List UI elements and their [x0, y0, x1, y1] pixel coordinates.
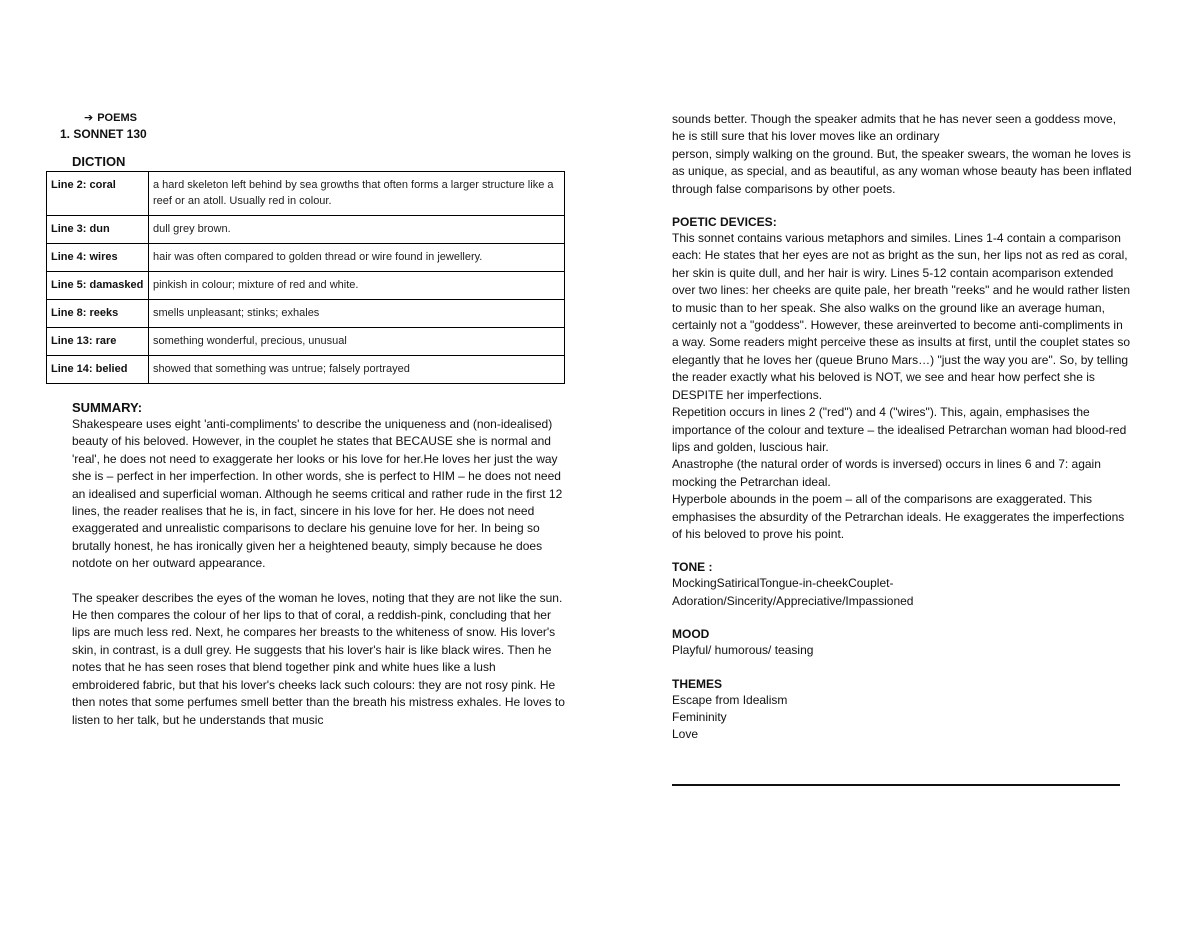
diction-term: Line 2: coral — [47, 172, 149, 216]
diction-term: Line 14: belied — [47, 356, 149, 384]
tone-heading: TONE : — [672, 560, 713, 575]
poetic-devices-paragraph: Hyperbole abounds in the poem – all of the comparisons are exaggerated. This emphasises the absurdity of the Petrarchan ideals. He exaggerates the imperfections of his beloved to prove his point. — [672, 492, 1125, 541]
summary-continuation-2: person, simply walking on the ground. But, the speaker swears, the woman he loves is as unique, as special, and as beautiful, as any woman whose beauty has been inflated through false comparisons by other poets. — [672, 146, 1132, 196]
table-row — [47, 328, 565, 356]
table-row — [47, 172, 565, 216]
themes-section — [672, 676, 1132, 744]
tone-section — [672, 559, 1132, 610]
mood-section — [672, 626, 1132, 659]
theme-item: Femininity — [672, 709, 727, 724]
diction-term: Line 3: dun — [47, 216, 149, 244]
theme-item: Love — [672, 727, 699, 742]
left-page — [46, 110, 566, 729]
table-row — [47, 216, 565, 244]
table-row — [47, 300, 565, 328]
poetic-devices-heading: POETIC DEVICES: — [672, 215, 777, 230]
poetic-devices-paragraph: This sonnet contains various metaphors and similes. Lines 1-4 contain a comparison each: He states that her eyes are not as bright as the sun, her lips not as red as coral, her skin is quite dull, and her hair is wiry. Lines 5-12 contain acomparison extended over two lines: her cheeks are quite pale, her breath "reeks" and he would rather listen to music than to her speak. She also walks on the ground like an average human, certainly not a "goddess". However, these areinverted to become anti-compliments in a way. Some readers might perceive these as insults at first, until the couplet states so elegantly that he loves her (queue Bruno Mars…) "just the way you are". So, by telling the reader exactly what his beloved is NOT, we see and hear how perfect she is DESPITE her imperfections. — [672, 231, 1131, 402]
diction-table — [46, 171, 565, 384]
table-row — [47, 272, 565, 300]
table-row — [47, 244, 565, 272]
tone-text: MockingSatiricalTongue-in-cheekCouplet- — [672, 576, 894, 591]
diction-term: Line 8: reeks — [47, 300, 149, 328]
mood-text: Playful/ humorous/ teasing — [672, 643, 814, 658]
diction-term: Line 5: damasked — [47, 272, 149, 300]
summary-continuation: sounds better. Though the speaker admits that he has never seen a goddess move, he is still sure that his lover moves like an ordinary — [672, 112, 1117, 144]
poem-title: 1. SONNET 130 — [60, 127, 147, 141]
theme-item: Escape from Idealism — [672, 692, 788, 707]
poetic-devices-paragraph: Anastrophe (the natural order of words is inversed) occurs in lines 6 and 7: again mocking the Petrarchan ideal. — [672, 457, 1101, 489]
diction-term: Line 4: wires — [47, 244, 149, 272]
table-row — [47, 356, 565, 384]
diction-definition: a hard skeleton left behind by sea growths that often forms a larger structure like a reef or an atoll. Usually red in colour. — [149, 172, 565, 216]
summary-paragraph: The speaker describes the eyes of the woman he loves, noting that they are not like the sun. He then compares the colour of her lips to that of coral, a reddish-pink, concluding that her lips are much less red. Next, he compares her breasts to the whiteness of snow. His lover's skin, in contrast, is a dull grey. He suggests that his lover's hair is like black wires. Then he notes that he has seen roses that blend together pink and white hues like a lush embroidered fabric, but that his lover's cheeks lack such colours: they are not rosy pink. He then notes that some perfumes smell better than the breath his mistress exhales. He loves to listen to her talk, but he understands that music — [72, 590, 565, 727]
diction-definition: hair was often compared to golden thread or wire found in jewellery. — [149, 244, 565, 272]
poems-bullet — [84, 110, 566, 126]
diction-heading: DICTION — [72, 154, 126, 169]
diction-definition: pinkish in colour; mixture of red and white. — [149, 272, 565, 300]
diction-definition: dull grey brown. — [149, 216, 565, 244]
right-arrow-icon: ➔ — [84, 112, 94, 124]
poetic-devices-paragraph: Repetition occurs in lines 2 ("red") and 4 ("wires"). This, again, emphasises the importance of the colour and texture – the idealised Petrarchan woman had blood-red lips and golden, luscious hair. — [672, 405, 1127, 454]
diction-term: Line 13: rare — [47, 328, 149, 356]
diction-definition: showed that something was untrue; falsely portrayed — [149, 356, 565, 384]
right-page — [672, 111, 1132, 744]
summary-heading: SUMMARY: — [72, 400, 143, 415]
summary-section — [72, 400, 566, 729]
diction-definition: something wonderful, precious, unusual — [149, 328, 565, 356]
summary-paragraph: Shakespeare uses eight 'anti-compliments' to describe the uniqueness and (non-idealised) beauty of his beloved. However, in the couplet he states that BECAUSE she is normal and 'real', he does not need to exaggerate her looks or his love for her.He loves her just the way she is – perfect in her imperfection. In other words, she is perfect to HIM – he does not need an idealised and superficial woman. Although he seems critical and rather rude in the first 12 lines, the reader realises that he is, in fact, sincere in his love for her. He does not need exaggerated and unrealistic comparisons to declare his genuine love for her. In being so brutally honest, he has ironically given her a heightened beauty, simply because he does notdote on her outward appearance. — [72, 417, 563, 571]
horizontal-rule — [672, 784, 1120, 786]
diction-definition: smells unpleasant; stinks; exhales — [149, 300, 565, 328]
themes-heading: THEMES — [672, 676, 723, 691]
poetic-devices-section — [672, 214, 1132, 543]
mood-heading: MOOD — [672, 627, 710, 642]
poems-label: POEMS — [97, 112, 137, 124]
tone-text: Adoration/Sincerity/Appreciative/Impassioned — [672, 593, 914, 608]
